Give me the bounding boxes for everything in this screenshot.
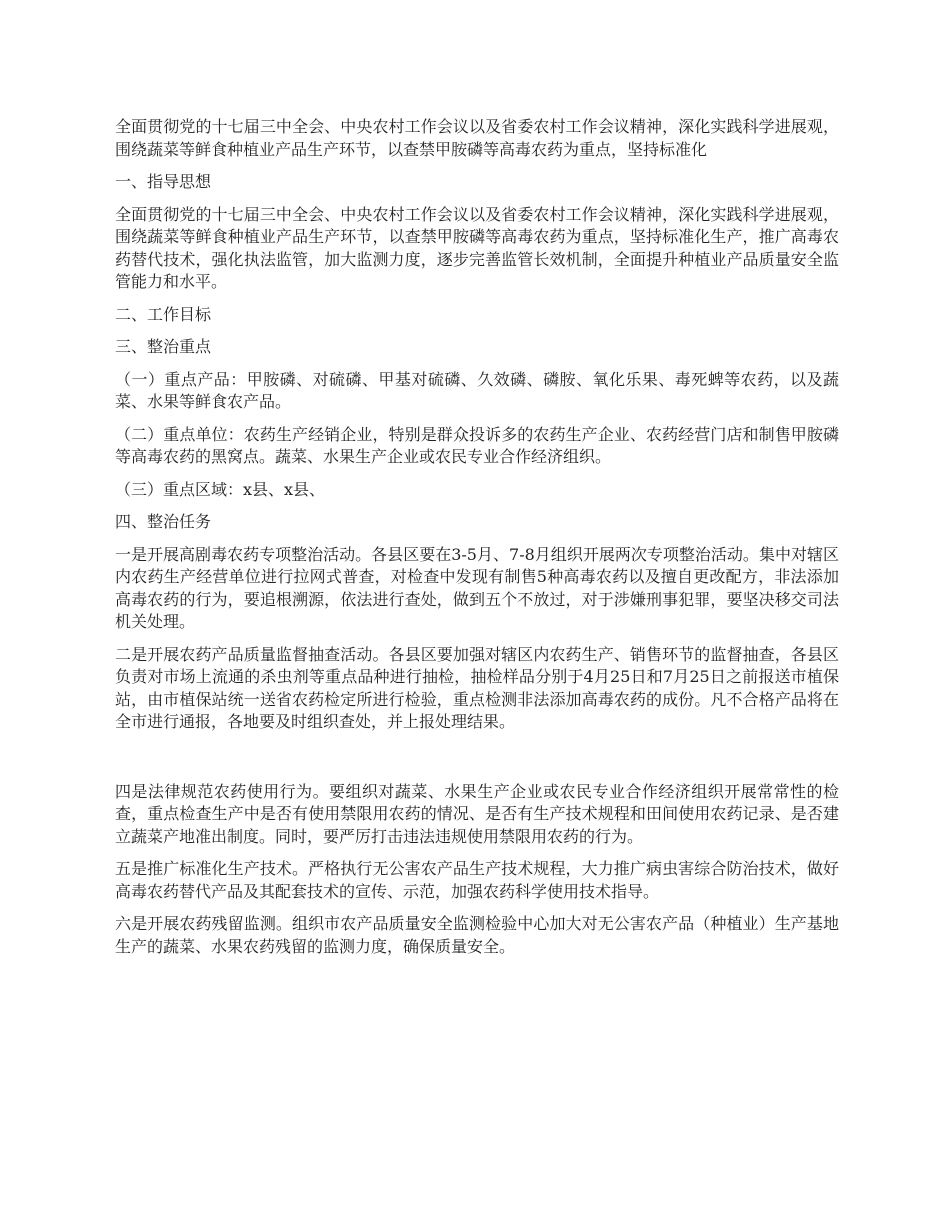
task-four-paragraph: 四是法律规范农药使用行为。要组织对蔬菜、水果生产企业或农民专业合作经济组织开展常常性的检查，重点检查生产中是否有使用禁限用农药的情况、是否有生产技术规程和田间使用农药记录、是否建立蔬菜产地准出制度。同时，要严厉打击违法违规使用禁限用农药的行为。 [115,781,839,846]
task-six-paragraph: 六是开展农药残留监测。组织市农产品质量安全监测检验中心加大对无公害农产品（种植业）生产基地生产的蔬菜、水果农药残留的监测力度，确保质量安全。 [115,914,839,956]
intro-paragraph: 全面贯彻党的十七届三中全会、中央农村工作会议以及省委农村工作会议精神，深化实践科学进展观，围绕蔬菜等鲜食种植业产品生产环节，以查禁甲胺磷等高毒农药为重点，坚持标准化 [115,117,839,159]
section-heading-work-goals: 二、工作目标 [115,304,212,324]
key-areas-paragraph: （三）重点区域：x县、x县、 [115,479,326,499]
key-products-paragraph: （一）重点产品：甲胺磷、对硫磷、甲基对硫磷、久效磷、磷胺、氧化乐果、毒死蜱等农药，以及蔬菜、水果等鲜食农产品。 [115,369,839,411]
task-one-paragraph: 一是开展高剧毒农药专项整治活动。各县区要在3-5月、7-8月组织开展两次专项整治活动。集中对辖区内农药生产经营单位进行拉网式普查，对检查中发现有制售5种高毒农药以及擅自更改配方，非法添加高毒农药的行为，要追根溯源，依法进行查处，做到五个不放过，对于涉嫌刑事犯罪，要坚决移交司法机关处理。 [115,544,839,631]
section-heading-key-points: 三、整治重点 [115,337,212,356]
blank-gap [115,744,839,781]
task-five-paragraph: 五是推广标准化生产技术。严格执行无公害农产品生产技术规程，大力推广病虫害综合防治技术，做好高毒农药替代产品及其配套技术的宣传、示范，加强农药科学使用技术指导。 [115,859,839,901]
section-heading-guiding-thought: 一、指导思想 [115,172,212,191]
guiding-thought-paragraph: 全面贯彻党的十七届三中全会、中央农村工作会议以及省委农村工作会议精神，深化实践科学进展观，围绕蔬菜等鲜食种植业产品生产环节，以查禁甲胺磷等高毒农药为重点，坚持标准化生产，推广高毒农药替代技术，强化执法监管，加大监测力度，逐步完善监管长效机制，全面提升种植业产品质量安全监管能力和水平。 [115,204,839,291]
task-two-paragraph: 二是开展农药产品质量监督抽查活动。各县区要加强对辖区内农药生产、销售环节的监督抽查，各县区负责对市场上流通的杀虫剂等重点品种进行抽检，抽检样品分别于4月25日和7月25日之前报送市植保站，由市植保站统一送省农药检定所进行检验，重点检测非法添加高毒农药的成份。凡不合格产品将在全市进行通报，各地要及时组织查处，并上报处理结果。 [115,644,839,731]
document-body [115,116,839,968]
key-units-paragraph: （二）重点单位：农药生产经销企业，特别是群众投诉多的农药生产企业、农药经营门店和制售甲胺磷等高毒农药的黑窝点。蔬菜、水果生产企业或农民专业合作经济组织。 [115,424,839,466]
section-heading-tasks: 四、整治任务 [115,512,212,531]
